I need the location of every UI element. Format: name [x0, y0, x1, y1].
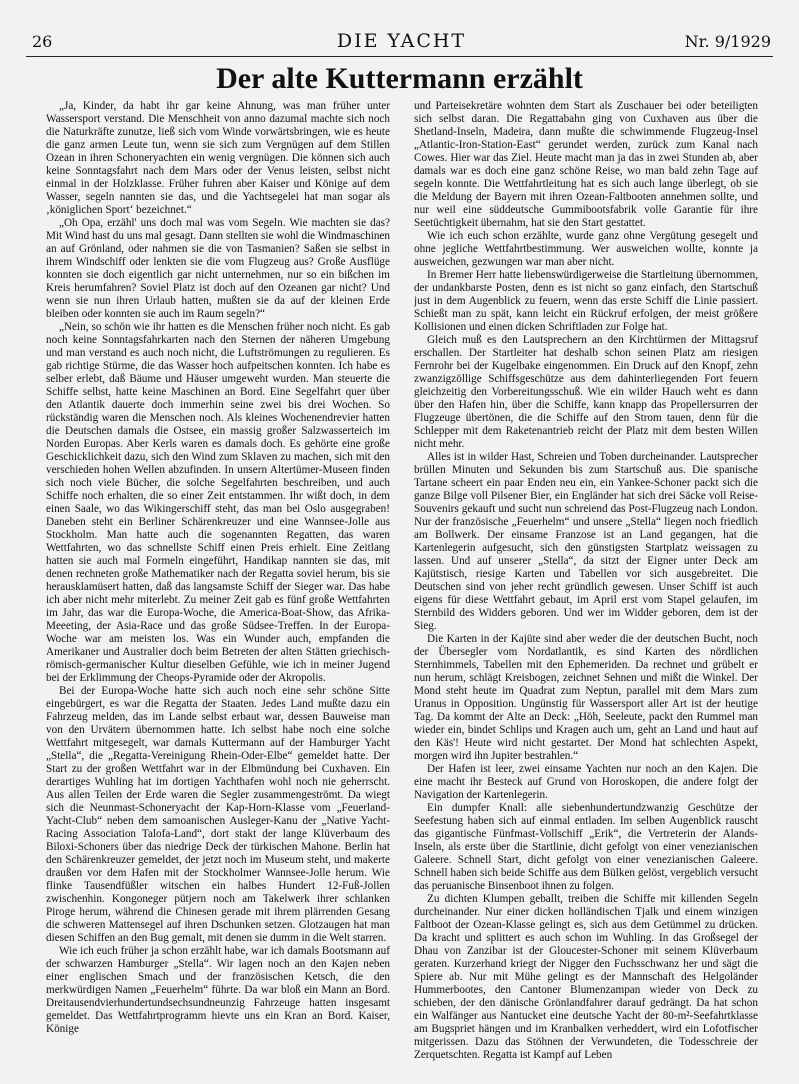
paragraph: Gleich muß es den Lautsprechern an den Kirchtürmen der Mittagsruf erschallen. Der Startleiter hat deshalb schon seinen Platz am riesigen Fernrohr bei der Kugelbake eingenommen. Ein Druck auf den Knopf, zehn zwanzigzöllige Schiffsgeschütze aus dem dahinterliegenden Fort feuern gleichzeitig den Vorbereitungsschuß. Wie ein wilder Hauch weht es dann über den Hafen hin, über die Schiffe, kann knapp das Propellersurren der Flugzeuge übertönen, die die Schiffe auf den Strom tauen, denn für die Schlepper mit dem Raketenantrieb reicht der Platz mit dem besten Willen nicht mehr.: [414, 334, 758, 450]
paragraph: und Parteisekretäre wohnten dem Start als Zuschauer bei oder beteiligten sich selbst daran. Die Regattabahn ging von Cuxhaven aus über die Shetland-Inseln, Madeira, dann mußte die schwimmende Flugzeug-Insel „Atlantic-Iron-Station-East“ gerundet werden, zurück zum Kanal nach Cowes. Hier war das Ziel. Heute macht man ja das in zwei Stunden ab, aber damals war es doch eine ganz schöne Reise, wo man bald zehn Tage auf segeln konnte. Die Wettfahrtleitung hat es sich auch lange überlegt, ob sie die Meldung der Bayern mit ihren Ozean-Faltbooten annehmen sollte, und nur weil eine süddeutsche Gummibootsfabrik volle Garantie für ihre Seetüchtigkeit übernahm, hat sie den Start gestattet.: [414, 100, 758, 229]
paragraph: In Bremer Herr hatte liebenswürdigerweise die Startleitung übernommen, der undankbarste Posten, denn es ist nicht so ganz einfach, den Startschuß just in dem Augenblick zu feuern, wenn das erste Schiff die Linie passiert. Schießt man zu spät, kann leicht ein Rückruf erfolgen, der meist größere Kollisionen und einen dicken Schriftladen zur Folge hat.: [414, 269, 758, 333]
issue-number: Nr. 9/1929: [684, 32, 771, 51]
paragraph: Alles ist in wilder Hast, Schreien und Toben durcheinander. Lautsprecher brüllen Minuten und Sekunden bis zum Startschuß aus. Die spanische Tartane scheert ein paar Enden neu ein, ein Yankee-Schoner packt sich die ganze Bilge voll Pilsener Bier, ein Engländer hat sich drei Säcke voll Reise-Souvenirs gekauft und sucht nun schreiend das Post-Flugzeug nach London. Nur der französische „Feuerhelm“ und unsere „Stella“ liegen noch friedlich am Bollwerk. Der einsame Franzose ist an Land gegangen, hat die Kartenlegerin aufgesucht, sich den günstigsten Startplatz weissagen zu lassen. Und auf unserer „Stella“, da sitzt der Eigner unter Deck am Kajütstisch, riesige Karten und Tabellen vor sich ausgebreitet. Die Deutschen sind von jeher recht gründlich gewesen. Unser Schiff ist auch eigens für diese Wettfahrt gebaut, im April erst vom Stapel gelaufen, im Sternbild des Widders geboren. Und wer im Widder geboren, dem ist der Sieg.: [414, 451, 758, 632]
article-column-left: [46, 100, 390, 1074]
header-rule: [26, 56, 773, 57]
paragraph: Ein dumpfer Knall: alle siebenhundertundzwanzig Geschütze der Seefestung haben sich auf einmal entladen. Im selben Augenblick rauscht das gigantische Fünfmast-Vollschiff „Erik“, die Vertreterin der Alands-Inseln, als erste über die Startlinie, dicht gefolgt von einer venezianischen Galeere. Schnell Start, dicht gefolgt von einer venezianischen Galeere. Schnell haben sich beide Schiffe aus dem Bülken gelöst, vergeblich versucht das peruanische Binsenboot ihnen zu folgen.: [414, 802, 758, 892]
paragraph: „Ja, Kinder, da habt ihr gar keine Ahnung, was man früher unter Wassersport verstand. Die Menschheit von anno dazumal machte sich noch die Naturkräfte zunutze, ließ sich vom Winde vorwärtsbringen, wie es heute die ganz armen Leute tun, wenn sie sich zum Vergnügen auf dem Stillen Ozean in ihren Schoneryachten ein wenig vergnügen. Die können sich auch keine Sonntagsfahrt nach dem Mars oder der Venus leisten, selbst nicht einmal in der Holzklasse. Früher fuhren aber Kaiser und Könige auf dem Wasser, segeln nannten sie das, und die Yachtsegelei hat man sogar als ‚königlichen Sport‘ bezeichnet.“: [46, 100, 390, 216]
paragraph: „Oh Opa, erzähl' uns doch mal was vom Segeln. Wie machten sie das? Mit Wind hast du uns mal gesagt. Dann stellten sie wohl die Windmaschinen an auf Grönland, oder nahmen sie die von Tasmanien? Saßen sie selbst in ihrem Windschiff oder lenkten sie die vom Flugzeug aus? Große Ausflüge konnten sie doch eigentlich gar nicht unternehmen, nur so ein bißchen im Kreis herumfahren? Soviel Platz ist doch auf den Ozeanen gar nicht? Und wenn sie nun ihren Urlaub hatten, mußten sie da auf der kleinen Erde bleiben oder konnten sie auch im Raum segeln?“: [46, 217, 390, 320]
page-number: 26: [32, 32, 53, 51]
paragraph: Der Hafen ist leer, zwei einsame Yachten nur noch an den Kajen. Die eine macht ihr Besteck auf Grund von Horoskopen, die andere folgt der Navigation der Kartenlegerin.: [414, 763, 758, 801]
paragraph: „Nein, so schön wie ihr hatten es die Menschen früher noch nicht. Es gab noch keine Sonntagsfahrkarten nach den Sternen der näheren Umgebung und man verstand es auch noch nicht, die Luftströmungen zu regulieren. Es gab richtige Stürme, die das Wasser hoch aufpeitschen konnten. Ich habe es selber erlebt, daß Bäume und Häuser umgeweht wurden. Man steuerte die Schiffe selbst, hatte keine Maschinen an Bord. Eine Segelfahrt quer über den Atlantik dauerte doch immerhin seine zwei bis drei Wochen. So rückständig waren die Menschen noch. Als kleines Wochenendrevier hatten die Deutschen damals die Ostsee, ein massig großer Salzwasserteich im Norden Europas. Aber Kerls waren es damals doch. Es gehörte eine große Geschicklichkeit dazu, sich den Wind zum Sklaven zu machen, sich mit den verschieden hohen Wellen abzufinden. In unsern Altertümer-Museen finden sich noch viele Bücher, die solche Segelfahrten beschreiben, und auch Schiffe noch erhalten, die so einer Zeit entstammen. Ihr wißt doch, in dem einen Saale, wo das Wikingerschiff steht, das man bei Oslo ausgegraben! Daneben steht ein Berliner Schärenkreuzer und eine Wannsee-Jolle aus Stockholm. Man hatte auch die sogenannten Regatten, das waren Wettfahrten, wo das schnellste Schiff einen Preis erhielt. Eine Zeitlang hatten sie auch mal Formeln eingeführt, Handikap nannten sie das, mit denen rechneten große Mathematiker nach der Regatta soviel herum, bis sie herausklamüsert hatten, daß das langsamste Schiff der Sieger war. Das habe ich aber nicht mehr miterlebt. Zu meiner Zeit gab es fünf große Wettfahrten im Jahr, das war die Europa-Woche, die America-Boat-Show, das Afrika-Meeeting, der Asia-Race und das große Südsee-Treffen. In der Europa-Woche war am meisten los. Was ein Wunder auch, empfanden die Amerikaner und Australier doch beim Betreten der alten Stätten griechisch-römisch-germanischer Kultur dieselben Gefühle, wie ich in meiner Jugend bei der Erklimmung der Cheops-Pyramide oder der Akropolis.: [46, 321, 390, 684]
running-head: [32, 32, 771, 52]
paragraph: Die Karten in der Kajüte sind aber weder die der deutschen Bucht, noch der Übersegler vom Nordatlantik, es sind Karten des nördlichen Sternhimmels, Tabellen mit den Ephemeriden. Da rechnet und grübelt er nun herum, schlägt Kreisbogen, zeichnet Sehnen und mißt die Winkel. Der Mond steht heute im Quadrat zum Neptun, parallel mit dem Mars zum Uranus in Opposition. Ungünstig für Wassersport aller Art ist der heutige Tag. Da kommt der Alte an Deck: „Höh, Seeleute, packt den Rummel man wieder ein, bindet Schlips und Kragen auch um, geht an Land und haut auf den Käs'! Heute wird nicht gestartet. Der Mond hat schlechten Aspekt, morgen wird ihn Jupiter bestrahlen.“: [414, 633, 758, 762]
paragraph: Zu dichten Klumpen geballt, treiben die Schiffe mit killenden Segeln durcheinander. Nur einer dicken holländischen Tjalk und einem winzigen Faltboot der Ozean-Klasse gelingt es, sich aus dem Getümmel zu drücken. Da kracht und splittert es auch schon im Wuhling. In das Großsegel der Dhau von Zanzibar ist der Gloucester-Schoner mit seinem Klüverbaum geraten. Kurzerhand kriegt der Nigger den Fuchsschwanz her und sägt die Spiere ab. Nur mit Mühe gelingt es der Mannschaft des Helgoländer Hummerbootes, den Cantoner Blumenzampan wieder von Deck zu schieben, der den dänische Grönlandfahrer darauf gedrängt. Da hat schon ein Walfänger aus Nantucket eine deutsche Yacht der 80-m²-Seefahrtklasse am Bugspriet hängen und im Kranbalken verheddert, wird ein Lofotfischer mitgerissen. Dazu das Stöhnen der Verwundeten, die Todesschreie der Zerquetschten. Regatta ist Kampf auf Leben: [414, 893, 758, 1061]
paragraph: Bei der Europa-Woche hatte sich auch noch eine sehr schöne Sitte eingebürgert, es war die Regatta der Staaten. Jedes Land mußte dazu ein Fahrzeug melden, das im Lande selbst erbaut war, dessen Bauweise man von den Urvätern übernommen hatte. Ich selbst habe noch eine solche Wettfahrt mitgesegelt, war damals Kuttermann auf der Hamburger Yacht „Stella“, die „Regatta-Vereinigung Rhein-Oder-Elbe“ gemeldet hatte. Der Start zu der großen Wettfahrt war in der Elbmündung bei Cuxhaven. Ein derartiges Wuhling hat im dortigen Yachthafen wohl noch nie geherrscht. Aus allen Teilen der Erde waren die Segler zusammengeströmt. Da wiegt sich die Neunmast-Schoneryacht der Kap-Horn-Klasse vom „Feuerland-Yacht-Club“ neben dem samoanischen Ausleger-Kanu der „Native Yacht-Racing Association Talofa-Land“, dort stakt der lange Klüverbaum des Biloxi-Schoners über das niedrige Deck der türkischen Mahone. Berlin hat den Schärenkreuzer gemeldet, der jetzt noch im Museum steht, und makerte draußen vor dem Hafen mit der Stockholmer Wannsee-Jolle herum. Wie flinke Tausendfüßler witschen ein halbes Hundert 12-Fuß-Jollen zwischenhin. Kongoneger pütjern noch am Takelwerk ihrer schlanken Piroge herum, während die Chinesen gerade mit ihrem plärrenden Gesang die schweren Mattensegel auf ihren Dschunken setzen. Glotzaugen hat man diesen Schiffen an den Bug gemalt, mit denen sie dumm in die Welt starren.: [46, 685, 390, 944]
journal-title: DIE YACHT: [336, 30, 467, 52]
paragraph: Wie ich euch früher ja schon erzählt habe, war ich damals Bootsmann auf der schwarzen Hamburger „Stella“. Wir lagen noch an den Kajen neben einer englischen Smach und der französischen Ketsch, die den merkwürdigen Namen „Feuerhelm“ führte. Da war bloß ein Mann an Bord. Dreitausendvierhundertundsechsundneunzig Fahrzeuge hatten insgesamt gemeldet. Das Wettfahrtprogramm hievte uns ein Kran an Bord. Kaiser, Könige: [46, 945, 390, 1035]
article-title: Der alte Kuttermann erzählt: [216, 62, 583, 95]
article-column-right: [414, 100, 758, 1074]
paragraph: Wie ich euch schon erzählte, wurde ganz ohne Vergütung gesegelt und ohne jegliche Wettfahrtbestimmung. Wer ausweichen wollte, konnte ja ausweichen, gezwungen war man aber nicht.: [414, 230, 758, 268]
